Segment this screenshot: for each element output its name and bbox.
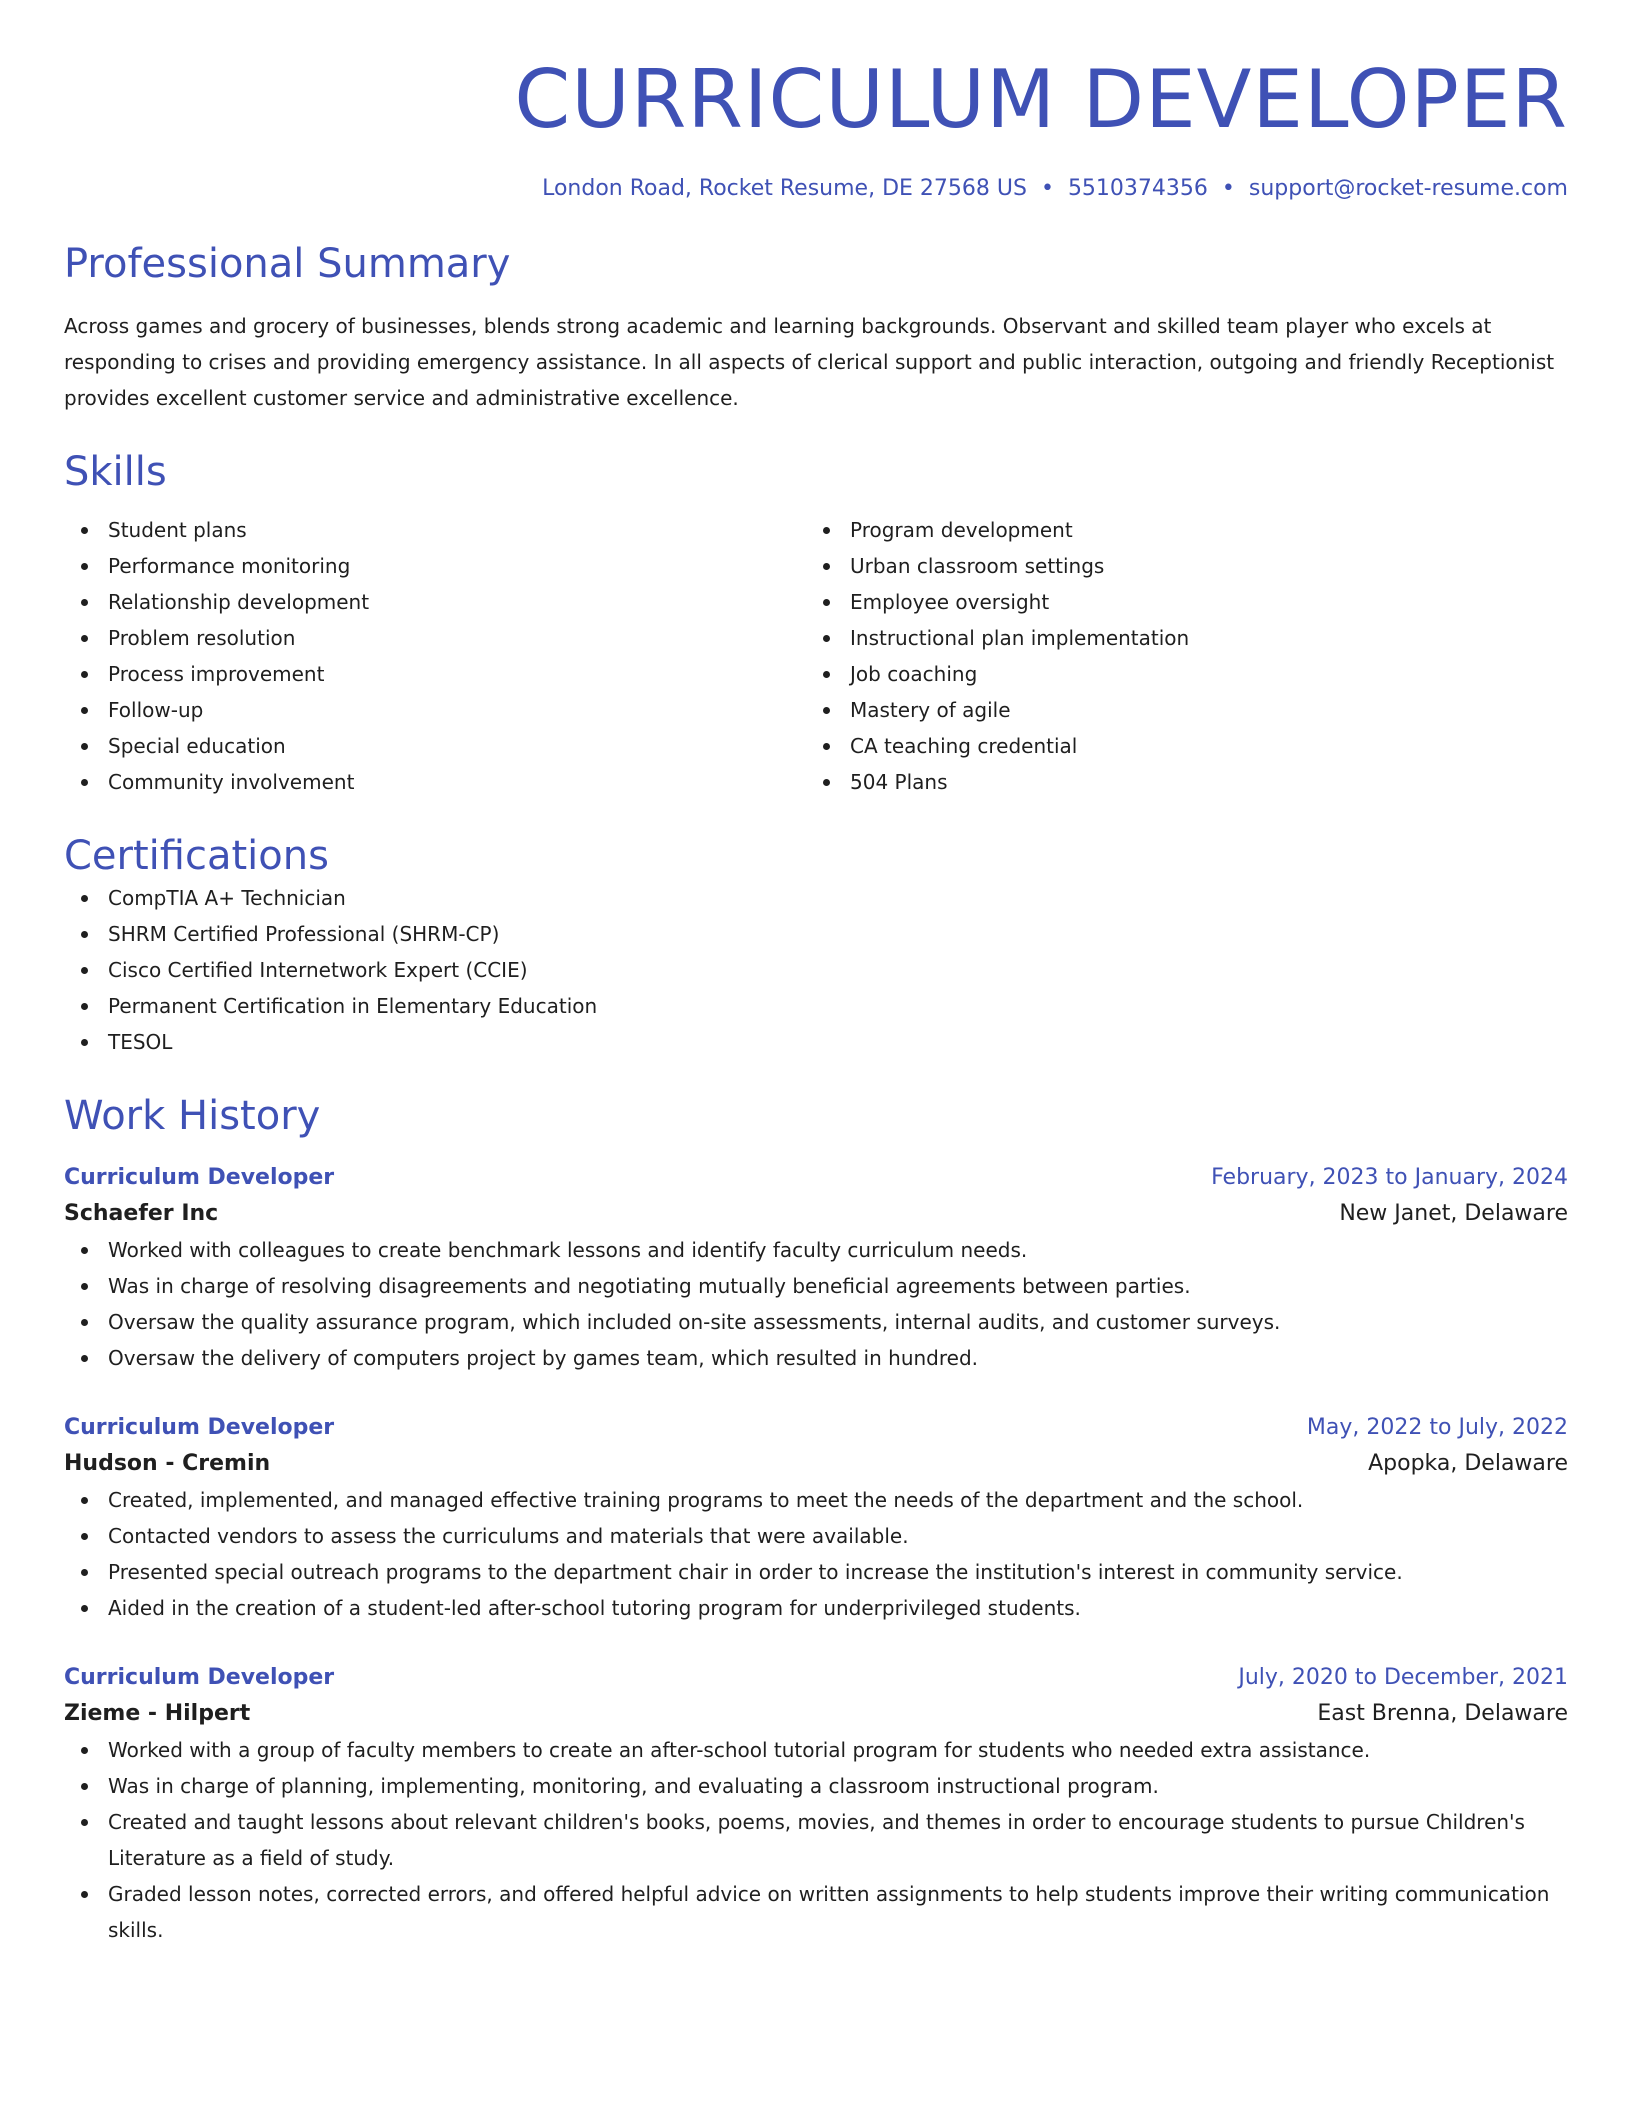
skill-item: Performance monitoring [64, 548, 806, 584]
skill-item: Job coaching [806, 656, 1548, 692]
skills-list-right [806, 512, 1548, 800]
job-header-row [64, 1660, 1568, 1696]
job-company-row [64, 1196, 1568, 1232]
skill-item: Relationship development [64, 584, 806, 620]
contact-email: support@rocket-resume.com [1248, 176, 1568, 201]
resume-name: CURRICULUM DEVELOPER [514, 53, 1568, 146]
job-bullet: Created, implemented, and managed effective training programs to meet the needs of the department and the school. [64, 1482, 1568, 1518]
job-entry [64, 1660, 1568, 1948]
certification-item: Permanent Certification in Elementary Education [64, 988, 1568, 1024]
certification-item: Cisco Certified Internetwork Expert (CCIE) [64, 952, 1568, 988]
certification-item: SHRM Certified Professional (SHRM-CP) [64, 916, 1568, 952]
skill-item: CA teaching credential [806, 728, 1548, 764]
skill-item: Problem resolution [64, 620, 806, 656]
resume-page [64, 0, 1568, 1948]
job-header-row [64, 1160, 1568, 1196]
job-bullet: Oversaw the delivery of computers project by games team, which resulted in hundred. [64, 1340, 1568, 1376]
contact-separator: • [1040, 176, 1054, 201]
job-header-row [64, 1410, 1568, 1446]
contact-line [64, 174, 1568, 204]
job-bullet: Presented special outreach programs to the department chair in order to increase the institution's interest in community service. [64, 1554, 1568, 1590]
job-bullet: Was in charge of planning, implementing, monitoring, and evaluating a classroom instructional program. [64, 1768, 1568, 1804]
job-title: Curriculum Developer [64, 1665, 335, 1690]
contact-address: London Road, Rocket Resume, DE 27568 US [542, 176, 1027, 201]
job-company-row [64, 1446, 1568, 1482]
job-entry [64, 1160, 1568, 1376]
skill-item: Community involvement [64, 764, 806, 800]
contact-phone: 5510374356 [1067, 176, 1208, 201]
job-bullet: Contacted vendors to assess the curriculums and materials that were available. [64, 1518, 1568, 1554]
summary-text: Across games and grocery of businesses, blends strong academic and learning backgrounds. Observant and skilled team player who excels at responding to crises and providing emergency assistance. In all aspects of clerical support and public interaction, outgoing and friendly Receptionist provides excellent customer service and administrative excellence. [64, 314, 1555, 410]
summary-heading: Professional Summary [64, 241, 511, 287]
skills-list-left [64, 512, 806, 800]
job-company: Zieme - Hilpert [64, 1701, 251, 1726]
skills-heading: Skills [64, 449, 167, 495]
job-bullet: Aided in the creation of a student-led after-school tutoring program for underprivileged students. [64, 1590, 1568, 1626]
skills-column-left [64, 512, 806, 800]
job-location: East Brenna, Delaware [1317, 1701, 1568, 1726]
contact-separator: • [1221, 176, 1235, 201]
job-bullets [64, 1732, 1568, 1948]
job-bullets [64, 1482, 1568, 1626]
job-bullet: Was in charge of resolving disagreements and negotiating mutually beneficial agreements between parties. [64, 1268, 1568, 1304]
skill-item: Program development [806, 512, 1548, 548]
job-location: Apopka, Delaware [1368, 1451, 1568, 1476]
job-company: Hudson - Cremin [64, 1451, 271, 1476]
job-bullet: Worked with colleagues to create benchmark lessons and identify faculty curriculum needs. [64, 1232, 1568, 1268]
job-bullets [64, 1232, 1568, 1376]
job-entry [64, 1410, 1568, 1626]
job-dates: February, 2023 to January, 2024 [1211, 1165, 1568, 1190]
job-company-row [64, 1696, 1568, 1732]
job-title: Curriculum Developer [64, 1165, 335, 1190]
skill-item: Mastery of agile [806, 692, 1548, 728]
job-location: New Janet, Delaware [1339, 1201, 1568, 1226]
skills-column-right [806, 512, 1548, 800]
certification-item: TESOL [64, 1024, 1568, 1060]
job-company: Schaefer Inc [64, 1201, 219, 1226]
skill-item: Instructional plan implementation [806, 620, 1548, 656]
job-bullet: Worked with a group of faculty members to create an after-school tutorial program for students who needed extra assistance. [64, 1732, 1568, 1768]
certifications-list [64, 880, 1568, 1060]
skill-item: Process improvement [64, 656, 806, 692]
job-bullet: Graded lesson notes, corrected errors, and offered helpful advice on written assignments to help students improve their writing communication skills. [64, 1876, 1568, 1948]
skill-item: Student plans [64, 512, 806, 548]
skill-item: Employee oversight [806, 584, 1548, 620]
work-history-heading: Work History [64, 1093, 321, 1139]
certifications-heading: Certifications [64, 833, 329, 879]
certification-item: CompTIA A+ Technician [64, 880, 1568, 916]
job-dates: May, 2022 to July, 2022 [1306, 1415, 1568, 1440]
job-bullet: Oversaw the quality assurance program, which included on-site assessments, internal audits, and customer surveys. [64, 1304, 1568, 1340]
skill-item: Urban classroom settings [806, 548, 1548, 584]
skill-item: Special education [64, 728, 806, 764]
job-dates: July, 2020 to December, 2021 [1238, 1665, 1568, 1690]
job-title: Curriculum Developer [64, 1415, 335, 1440]
skill-item: 504 Plans [806, 764, 1548, 800]
skill-item: Follow-up [64, 692, 806, 728]
skills-columns [64, 512, 1568, 800]
job-bullet: Created and taught lessons about relevant children's books, poems, movies, and themes in order to encourage students to pursue Children's Literature as a field of study. [64, 1804, 1568, 1876]
